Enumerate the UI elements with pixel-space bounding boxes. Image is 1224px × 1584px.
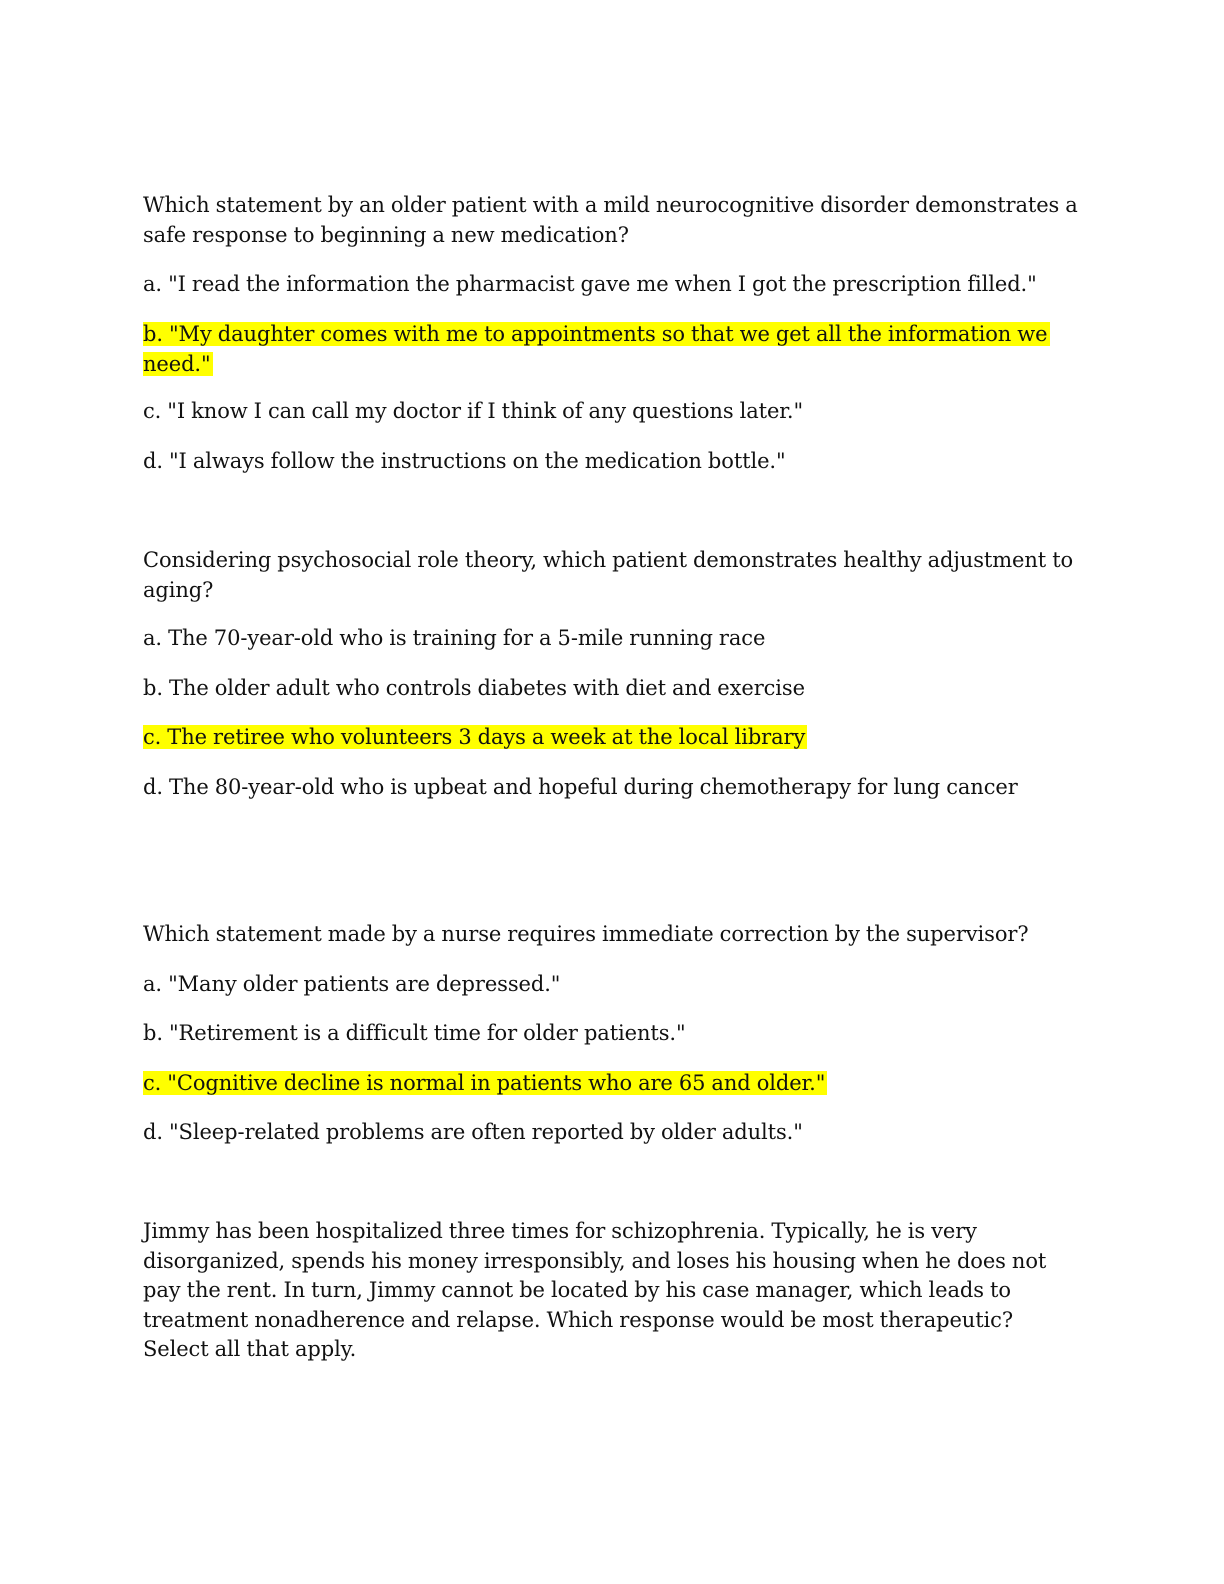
question-1-option-a: a. "I read the information the pharmacist gave me when I got the prescription filled." [143,272,1037,296]
question-1-option-b [143,320,1078,379]
highlighted-answer: c. The retiree who volunteers 3 days a week at the local library [143,725,806,749]
question-4-stem: Jimmy has been hospitalized three times for schizophrenia. Typically, he is very disorganized, spends his money irresponsibly, and loses his housing when he does not pay the rent. In turn, Jimmy cannot be located by his case manager, which leads to treatment nonadherence and relapse. Which response would be most therapeutic? Select all that apply. [143,1219,1047,1361]
question-3-option-d: d. "Sleep-related problems are often reported by older adults." [143,1120,803,1144]
question-2-option-a: a. The 70-year-old who is training for a 5-mile running race [143,626,766,650]
question-2-stem: Considering psychosocial role theory, which patient demonstrates healthy adjustment to aging? [143,548,1074,602]
highlighted-answer: b. "My daughter comes with me to appointments so that we get all the information we need." [143,322,1048,376]
question-1-option-d: d. "I always follow the instructions on the medication bottle." [143,449,786,473]
question-3-option-a: a. "Many older patients are depressed." [143,972,561,996]
question-1-stem: Which statement by an older patient with a mild neurocognitive disorder demonstrates a safe response to beginning a new medication? [143,193,1078,247]
question-2-option-d: d. The 80-year-old who is upbeat and hopeful during chemotherapy for lung cancer [143,775,1018,799]
question-1-option-c: c. "I know I can call my doctor if I think of any questions later." [143,399,804,423]
question-3-stem: Which statement made by a nurse requires immediate correction by the supervisor? [143,922,1029,946]
question-3-option-b: b. "Retirement is a difficult time for older patients." [143,1021,686,1045]
highlighted-answer: c. "Cognitive decline is normal in patients who are 65 and older." [143,1071,826,1095]
question-2-option-c [143,723,1078,753]
question-3-option-c [143,1069,1078,1099]
question-2-option-b: b. The older adult who controls diabetes with diet and exercise [143,676,805,700]
